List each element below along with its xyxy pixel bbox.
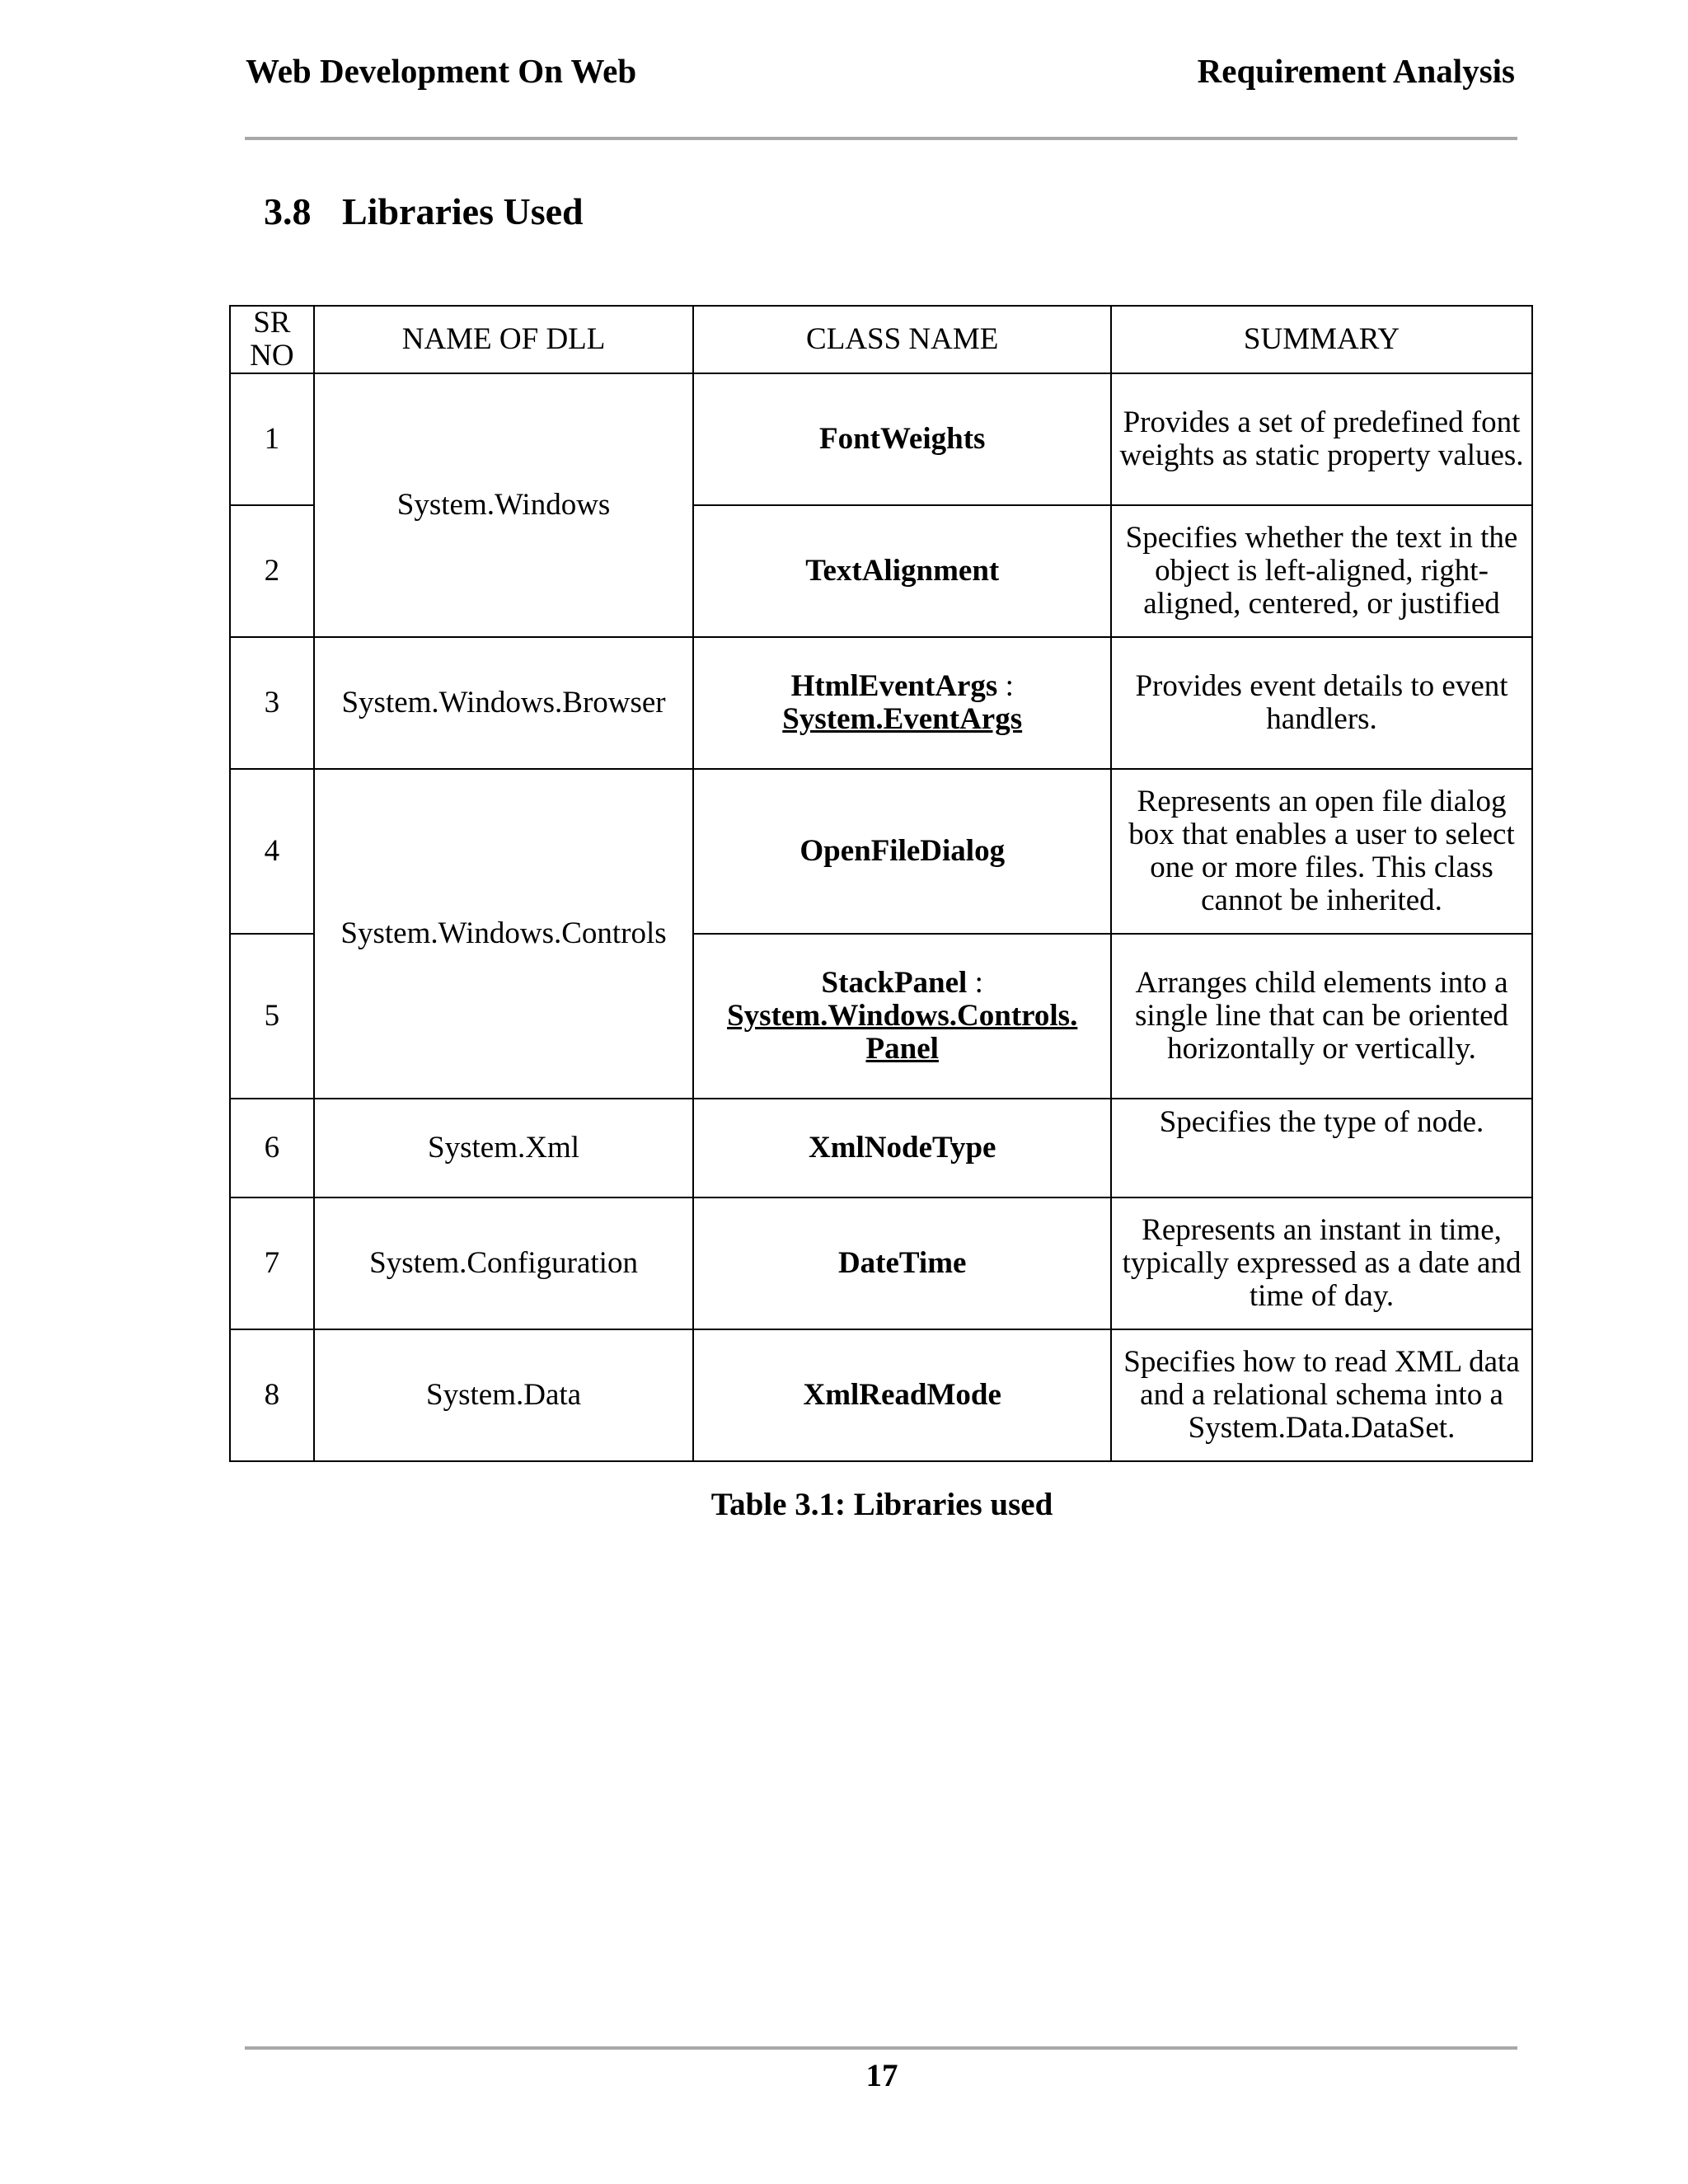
section-number: 3.8: [264, 190, 312, 232]
footer-rule: [245, 2046, 1517, 2050]
row-class-name: TextAlignment: [693, 505, 1111, 637]
row-summary: Specifies whether the text in the object is left-aligned, right-aligned, centered, or justified: [1111, 505, 1532, 637]
row-sr-no: 5: [230, 934, 314, 1099]
row-class-name: XmlNodeType: [693, 1099, 1111, 1197]
row-summary: Represents an instant in time, typically expressed as a date and time of day.: [1111, 1197, 1532, 1329]
row-class-name: OpenFileDialog: [693, 769, 1111, 934]
row-dll-name: System.Windows: [314, 373, 694, 637]
header-document-title: Web Development On Web: [246, 52, 637, 90]
row-summary: Provides event details to event handlers.: [1111, 637, 1532, 769]
table-header-row: [230, 306, 1532, 373]
row-summary: Represents an open file dialog box that enables a user to select one or more files. This class cannot be inherited.: [1111, 769, 1532, 934]
class-name-text: StackPanel: [821, 965, 968, 1000]
page-number: 17: [865, 2058, 898, 2093]
row-sr-no: 1: [230, 373, 314, 505]
row-sr-no: 2: [230, 505, 314, 637]
header-chapter-title: Requirement Analysis: [1197, 52, 1515, 90]
row-dll-name: System.Xml: [314, 1099, 694, 1197]
section-title: Libraries Used: [342, 190, 584, 232]
header-dll-name: NAME OF DLL: [314, 306, 694, 373]
row-class-name: XmlReadMode: [693, 1329, 1111, 1461]
row-summary: Provides a set of predefined font weights as static property values.: [1111, 373, 1532, 505]
base-class-link[interactable]: System.Windows.Controls. Panel: [727, 998, 1078, 1066]
row-summary: Specifies how to read XML data and a relational schema into a System.Data.DataSet.: [1111, 1329, 1532, 1461]
table-row: [230, 373, 1532, 505]
base-class-link[interactable]: System.EventArgs: [782, 701, 1023, 736]
row-sr-no: 3: [230, 637, 314, 769]
table-row: [230, 1329, 1532, 1461]
row-sr-no: 4: [230, 769, 314, 934]
row-summary: Arranges child elements into a single line that can be oriented horizontally or vertically.: [1111, 934, 1532, 1099]
header-summary: SUMMARY: [1111, 306, 1532, 373]
row-summary: Specifies the type of node.: [1111, 1099, 1532, 1197]
table-row: [230, 1099, 1532, 1197]
class-separator: :: [997, 668, 1014, 703]
table-row: [230, 637, 1532, 769]
row-class-name: [693, 637, 1111, 769]
class-name-text: HtmlEventArgs: [790, 668, 998, 703]
row-dll-name: System.Configuration: [314, 1197, 694, 1329]
row-sr-no: 7: [230, 1197, 314, 1329]
section-heading: [264, 190, 584, 233]
libraries-table: [229, 305, 1533, 1462]
row-class-name: [693, 934, 1111, 1099]
row-dll-name: System.Windows.Controls: [314, 769, 694, 1099]
header-sr-no: SR NO: [230, 306, 314, 373]
table-row: [230, 1197, 1532, 1329]
table-caption: Table 3.1: Libraries used: [710, 1487, 1053, 1522]
row-class-name: DateTime: [693, 1197, 1111, 1329]
row-dll-name: System.Windows.Browser: [314, 637, 694, 769]
row-class-name: FontWeights: [693, 373, 1111, 505]
row-sr-no: 6: [230, 1099, 314, 1197]
table-row: [230, 769, 1532, 934]
page-header: [246, 51, 1515, 101]
header-class-name: CLASS NAME: [693, 306, 1111, 373]
class-separator: :: [967, 965, 983, 1000]
header-rule: [245, 137, 1517, 140]
row-dll-name: System.Data: [314, 1329, 694, 1461]
row-sr-no: 8: [230, 1329, 314, 1461]
